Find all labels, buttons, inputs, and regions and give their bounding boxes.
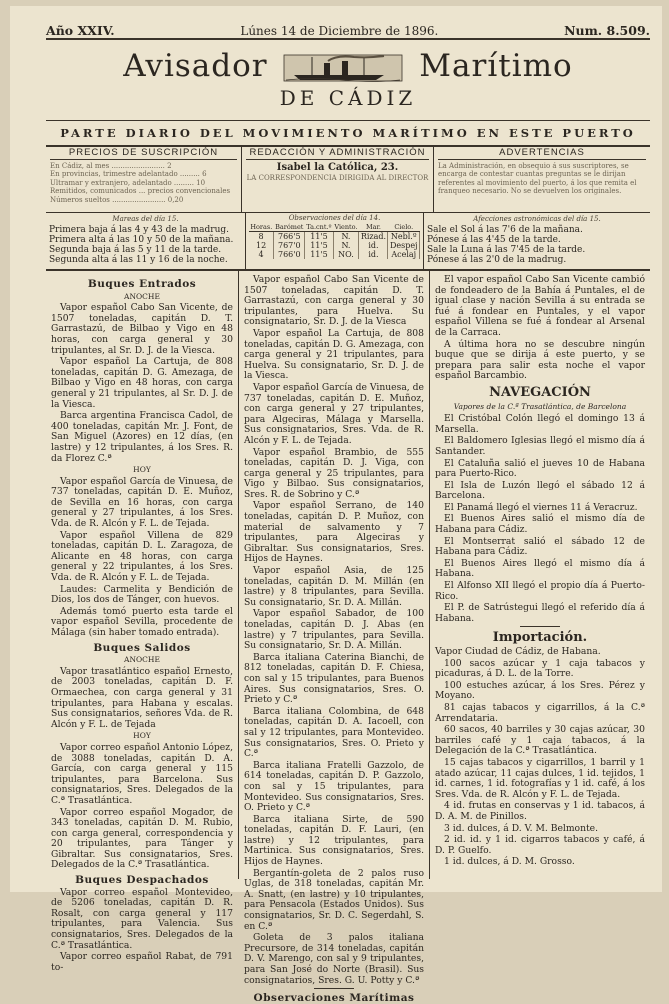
steamship-illustration — [284, 53, 402, 83]
weather-cell: 11'5 — [305, 232, 333, 242]
news-item: 15 cajas tabacos y cigarrillos, 1 barril y 1 atado azúcar, 11 cajas dulces, 1 id. tejidos, 1 id. carnes, 1 id. fotografías y 1 id. café, á los Sres. Vda. de R. Alcón y F. L. de Tejada. — [435, 756, 645, 800]
tagline: PARTE DIARIO DEL MOVIMIENTO MARÍTIMO EN ESTE PUERTO — [46, 120, 650, 147]
news-item: Barca italiana Sirte, de 590 toneladas, capitán D. F. Lauri, (en lastre) y 12 tripulantes, para Martinica. Sus consignatarios, Sres. Hijos de Haynes. — [244, 813, 424, 868]
divider — [314, 988, 354, 989]
weather-cell: 11'5 — [305, 250, 333, 259]
column-2 — [239, 271, 430, 1004]
subheading: HOY — [133, 465, 151, 475]
weather-cell: Acelaj — [388, 250, 420, 259]
news-item: Barca italiana Fratelli Gazzolo, de 614 toneladas, capitán D. P. Gazzolo, con sal y 15 tripulantes, para Montevideo. Sus consignatarios, Sres. O. Prieto y C.ª — [244, 759, 424, 814]
news-item: Vapor español Cabo San Vicente, de 1507 toneladas, capitán D. T. Garrastazú, de Bilbao y Vigo en 48 horas, con carga general y 30 tripulantes, al Sr. D. J. de la Viesca. — [51, 302, 233, 356]
section-heading-entered: Buques Entrados — [87, 278, 197, 290]
price-line: Números sueltos ........................ 0,20 — [50, 195, 184, 204]
weather-row — [249, 232, 420, 242]
article-columns — [46, 271, 650, 1004]
news-item: Goleta de 3 palos italiana Precursore, de 314 toneladas, capitán D. V. Marengo, con sal y 9 tripulantes, para San José do Norte (Brasil). Sus consignatarios, Sres. G. U. Potty y C.ª — [244, 932, 424, 986]
news-item: Vapor correo español Antonio López, de 3088 toneladas, capitán D. A. García, con carga general y 115 tripulantes, para Barcelona. Sus consignatarios, Sres. Delegados de la C.ª Trasatlántica. — [51, 741, 233, 806]
subheading: HOY — [133, 731, 151, 741]
news-item: El Panamá llegó el viernes 11 á Veracruz. — [444, 501, 638, 513]
news-item: Barca italiana Caterina Bianchi, de 812 toneladas, capitán D. F. Chiesa, con sal y 15 tripulantes, para Buenos Aires. Sus consignatarios, Sres. O. Prieto y C.ª — [244, 651, 424, 706]
masthead-subtitle: DE CÁDIZ — [279, 86, 417, 110]
masthead — [46, 40, 650, 120]
imports-subtitle: Vapor Ciudad de Cádiz, de Habana. — [435, 646, 601, 657]
issue-year: Año XXIV. — [46, 23, 115, 38]
notices-text: La Administración, en obsequio á sus suscriptores, se encarga de contestar cuantas preguntas se le dirijan referentes al movimiento del puerto, á los que remita el franqueo necesario. No se devuelven los originales. — [438, 161, 637, 195]
news-item: 1 id. dulces, á D. M. Grosso. — [444, 856, 575, 868]
notices-box — [434, 147, 650, 212]
weather-cell: Rizad. — [360, 232, 387, 241]
weather-row — [249, 241, 420, 250]
astro-line: Sale la Luna á las 7'45 de la tarde. — [427, 245, 586, 255]
navigation-subtitle: Vapores de la C.ª Trasatlántica, de Barcelona — [453, 401, 627, 411]
news-item: El vapor español Cabo San Vicente cambió de fondeadero de la Bahía á Puntales, el de igual clase y nación Sevilla á su entrada se fué á fondear en Puntales, y el vapor español Villena se fué á fondear al Arsenal de la Carraca. — [435, 274, 645, 338]
weather-header: Viento. — [334, 223, 358, 231]
news-item: Laudes: Carmelita y Bendición de Dios, los dos de Tánger, con huevos. — [51, 583, 233, 606]
news-item: Vapor español Brambio, de 555 toneladas, capitán D. J. Viga, con carga general y 25 tripulantes, para Vigo y Bilbao. Sus consignatarios, Sres. R. de Sobrino y C.ª — [244, 446, 424, 500]
tide-line: Segunda alta á las 11 y 16 de la noche. — [49, 255, 228, 265]
weather-cell: NO. — [333, 250, 359, 259]
astro-caption: Afecciones astronómicas del día 15. — [473, 215, 601, 223]
news-item: El Buenos Aires salió el mismo día de Habana para Cádiz. — [435, 513, 645, 536]
column-1 — [46, 271, 239, 973]
masthead-title — [46, 40, 650, 84]
observations-band — [46, 213, 650, 271]
news-item: Vapor correo español Mogador, de 343 toneladas, capitán D. M. Rubio, con carga general, correspondencia y 20 tripulantes, para Tánger y Gibraltar. Sus consignatarios, Sres. Delegados de la C.ª Trasatlántica. — [51, 806, 233, 871]
price-line: Ultramar y extranjero, adelantado ......... 10 — [50, 178, 206, 187]
divider — [520, 626, 560, 627]
weather-cell: Despej — [389, 241, 418, 250]
weather-table — [249, 223, 420, 259]
news-item: El Cristóbal Colón llegó el domingo 13 á Marsella. — [435, 413, 645, 435]
section-heading-cleared: Buques Despachados — [75, 874, 209, 887]
price-line: Remitidos, comunicados ... precios convencionales — [50, 187, 231, 195]
tides-box — [46, 213, 246, 269]
news-item: Vapor español Asia, de 125 toneladas, capitán D. M. Millán (en lastre) y 8 tripulantes, para Sevilla. Su consignatario, Sr. D. A. Millán. — [244, 565, 424, 608]
weather-cell: 12 — [249, 241, 274, 250]
news-item: Vapor español García de Vinuesa, de 737 toneladas, capitán D. E. Muñoz, de Sevilla en 16 horas, con carga general y 27 tripulantes, á los Sres. Vda. de R. Alcón y F. L. de Tejada. — [51, 475, 233, 530]
weather-box — [246, 213, 424, 269]
title-right: Marítimo — [419, 48, 573, 84]
issue-number: Num. 8.509. — [564, 23, 650, 38]
prices-title: PRECIOS DE SUSCRIPCIÓN — [50, 149, 237, 160]
news-item: Vapor español Villena de 829 toneladas, capitán D. L. Zaragoza, de Alicante en 48 horas, con carga general y 22 tripulantes, á los Sres. Vda. de R. Alcón y F. L. de Tejada. — [51, 529, 233, 584]
issue-header — [46, 6, 650, 40]
news-item: El Buenos Aires llegó el mismo día á Habana. — [435, 557, 645, 580]
weather-cell: Nebl.º — [388, 232, 420, 242]
tide-line: Segunda baja á las 5 y 11 de la tarde. — [49, 245, 222, 255]
news-item: Vapor español Sabador, de 100 toneladas, capitán D. J. Abas (en lastre) y 7 tripulantes, para Sevilla. Su consignatario, Sr. D. A. Millán. — [244, 608, 424, 652]
news-item: Vapor español García de Vinuesa, de 737 toneladas, capitán D. E. Muñoz, con carga general y 27 tripulantes, para Algeciras, Málaga y Marsella. Sus consignatarios, Sres. Vda. de R. Alcón y F. L. de Tejada. — [244, 381, 424, 446]
news-item: Vapor correo español Rabat, de 791 to- — [51, 951, 233, 973]
weather-cell: id. — [359, 250, 388, 259]
weather-header: Cielo. — [388, 223, 420, 232]
news-item: 81 cajas tabacos y cigarrillos, á la C.ª Arrendataria. — [435, 701, 645, 724]
astro-line: Pónese á las 2'0 de la madrug. — [427, 255, 567, 265]
weather-row — [249, 250, 420, 259]
weather-header: Barómet — [275, 223, 304, 231]
tide-line: Primera alta á las 10 y 50 de la mañana. — [49, 235, 234, 245]
news-item: Bergantín-goleta de 2 palos ruso Uglas, de 318 toneladas, capitán Mr. A. Snatt, (en lastre) y 10 tripulantes, para Pensacola (Estados Unidos). Sus consignatarios, Sr. D. C. Segerdahl, S. en C.ª — [244, 867, 424, 932]
admin-address: Isabel la Católica, 23. — [276, 161, 399, 173]
weather-cell: 766'5 — [274, 232, 305, 242]
astro-box — [424, 213, 650, 269]
weather-cell: id. — [359, 241, 388, 250]
tides-caption: Mareas del día 15. — [112, 215, 179, 223]
column-3 — [430, 271, 650, 879]
news-item: El P. de Satrústegui llegó el referido día á Habana. — [435, 602, 645, 624]
news-item: El Cataluña salió el jueves 10 de Habana para Puerto-Rico. — [435, 457, 645, 480]
news-item: 2 id. id. y 1 id. cigarros tabacos y café, á D. P. Guelfo. — [435, 834, 645, 856]
prices-box — [46, 147, 242, 212]
title-left: Avisador — [123, 48, 268, 84]
news-item: Barca italiana Colombina, de 648 toneladas, capitán D. A. Iacoell, con sal y 12 tripulantes, para Montevideo. Sus consignatarios, Sres. O. Prieto y C.ª — [244, 705, 424, 760]
news-item: 100 estuches azúcar, á los Sres. Pérez y Moyano. — [435, 679, 645, 702]
price-line: En Cádiz, al mes ........................ 2 — [50, 161, 172, 170]
news-item: Vapor trasatlántico español Ernesto, de 2003 toneladas, capitán D. F. Ormaechea, con carga general y 31 tripulantes, para Habana y escalas. Sus consignatarios, señores Vda. de R. Alcón y F. L. de Tejada — [51, 665, 233, 730]
news-item: Vapor español Serrano, de 140 toneladas, capitán D. P. Muñoz, con material de salvamento y 7 tripulantes, para Algeciras y Gibraltar. Sus consignatarios, Sres. Hijos de Haynes. — [244, 500, 424, 565]
weather-cell: 4 — [249, 250, 274, 259]
news-item: A última hora no se descubre ningún buque que se dirija á este puerto, y se prepara para salir esta noche el vapor español Barcambio. — [435, 338, 645, 382]
news-item: 4 id. frutas en conservas y 1 id. tabacos, á D. A. M. de Pinillos. — [435, 800, 645, 822]
weather-cell: 11'5 — [305, 241, 333, 250]
subheading: ANOCHE — [124, 291, 160, 301]
news-item: Vapor español Cabo San Vicente de 1507 toneladas, capitán D. T. Garrastazú, con carga general y 30 tripulantes, para Huelva. Su consignatario, Sr. D. J. de la Viesca — [244, 274, 424, 328]
weather-header: Ta.cnt.º — [306, 223, 332, 231]
section-heading-observations: Observaciones Marítimas — [253, 992, 415, 1004]
admin-title: REDACCIÓN Y ADMINISTRACIÓN — [246, 149, 429, 160]
weather-header: Horas. — [250, 223, 273, 231]
news-item: 100 sacos azúcar y 1 caja tabacos y picaduras, á D. L. de la Torre. — [435, 657, 645, 680]
news-item: El Baldomero Iglesias llegó el mismo día á Santander. — [435, 435, 645, 457]
news-item: El Montserrat salió el sábado 12 de Habana para Cádiz. — [435, 535, 645, 558]
price-line: En provincias, trimestre adelantado ......... 6 — [50, 170, 207, 178]
news-item: El Alfonso XII llegó el propio día á Puerto-Rico. — [435, 580, 645, 602]
news-item: Vapor español La Cartuja, de 808 toneladas, capitán D. G. Amezaga, de Bilbao y Vigo en 48 horas, con carga general y 21 tripulantes, al Sr. D. J. de la Viesca. — [51, 356, 233, 410]
weather-cell: N. — [333, 241, 359, 250]
news-item: Barca argentina Francisca Cadol, de 400 toneladas, capitán Mr. J. Font, de San Miguel (Azores) en 12 días, (en lastre) y 12 tripulantes, á los Sres. R. da Florez C.ª — [51, 410, 233, 464]
section-heading-departed: Buques Salidos — [93, 641, 191, 654]
issue-date: Lúnes 14 de Diciembre de 1896. — [240, 24, 439, 38]
news-item: Vapor correo español Montevideo, de 5206 toneladas, capitán D. R. Rosalt, con carga general y 117 tripulantes, para Valencia. Sus consignatarios, Sres. Delegados de la C.ª Trasatlántica. — [51, 886, 233, 951]
section-heading-imports: Importación. — [492, 630, 588, 646]
weather-header: Mar. — [359, 223, 388, 232]
tide-line: Primera baja á las 4 y 43 de la madrug. — [49, 225, 229, 235]
news-item: El Isla de Luzón llegó el sábado 12 á Barcelona. — [435, 479, 645, 502]
notices-title: ADVERTENCIAS — [438, 149, 646, 160]
news-item: Además tomó puerto esta tarde el vapor español Sevilla, procedente de Málaga (sin haber tomado entrada). — [51, 605, 233, 638]
admin-note: LA CORRESPONDENCIA DIRIGIDA AL DIRECTOR — [246, 174, 429, 182]
weather-caption: Observaciones del día 14. — [288, 214, 381, 222]
newspaper-page — [10, 6, 662, 1004]
astro-line: Sale el Sol á las 7'6 de la mañana. — [427, 225, 583, 235]
weather-cell: 8 — [249, 232, 274, 242]
admin-box — [242, 147, 434, 212]
weather-cell: 767'0 — [274, 241, 305, 250]
news-item: Vapor español La Cartuja, de 808 toneladas, capitán D. G. Amezaga, con carga general y 21 tripulantes, para Huelva. Su consignatario, Sr. D. J. de la Viesca. — [244, 327, 424, 382]
news-item: 60 sacos, 40 barriles y 30 cajas azúcar, 30 barriles café y 1 caja tabacos, á la Delegación de la C.ª Trasatlántica. — [435, 724, 645, 757]
astro-line: Pónese á las 4'45 de la tarde. — [427, 235, 561, 245]
weather-cell: N. — [333, 232, 359, 242]
info-band — [46, 147, 650, 213]
subheading: ANOCHE — [124, 655, 160, 665]
section-heading-navigation: NAVEGACIÓN — [489, 384, 591, 400]
weather-cell: 766'0 — [274, 250, 305, 259]
news-item: 3 id. dulces, á D. V. M. Belmonte. — [444, 822, 599, 834]
